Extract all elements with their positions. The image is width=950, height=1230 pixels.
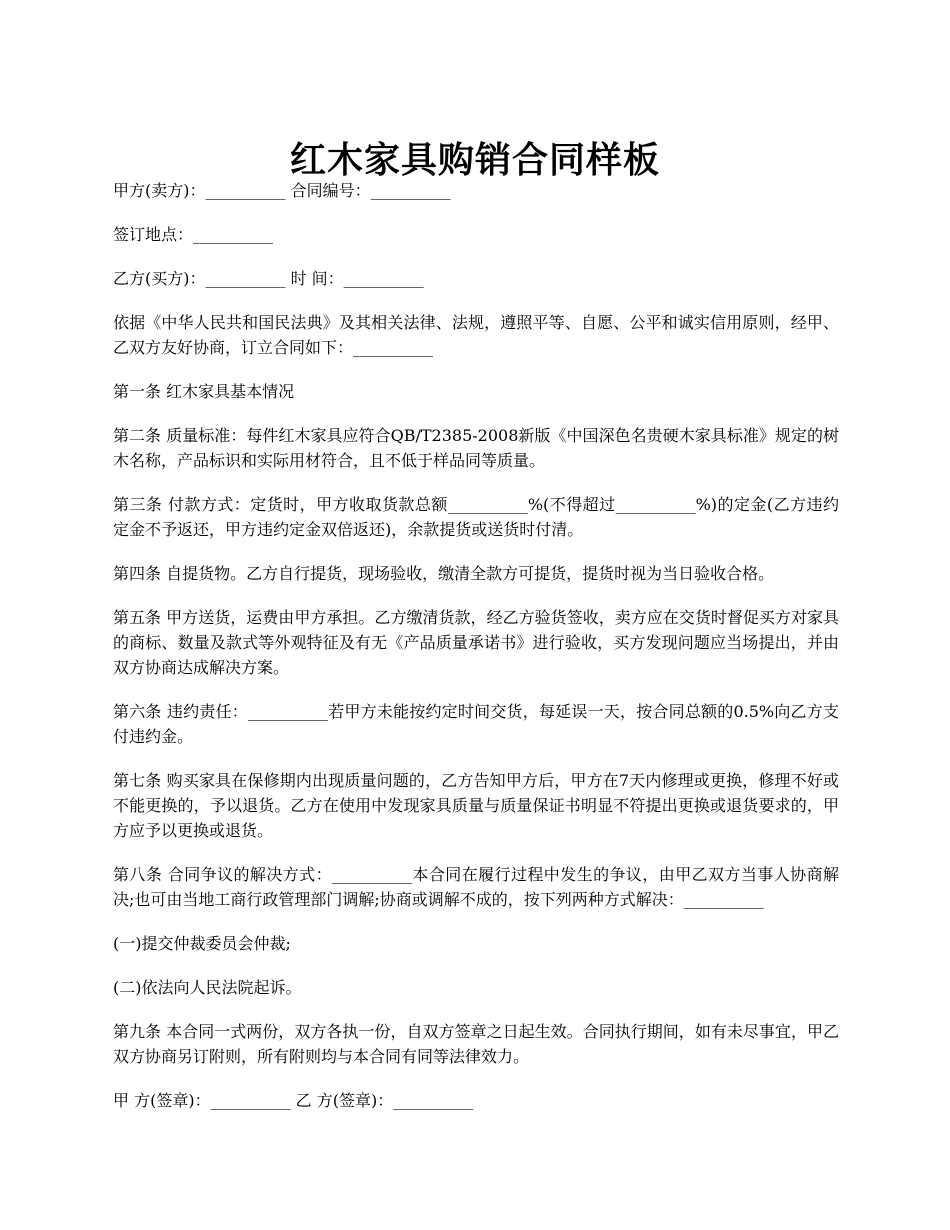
signature-line: 甲 方(签章)：__________ 乙 方(签章)：__________: [113, 1091, 474, 1110]
dispute-option-1: (一)提交仲裁委员会仲裁;: [113, 934, 291, 953]
article-1: 第一条 红木家具基本情况: [113, 382, 295, 401]
preamble-paragraph: 依据《中华人民共和国民法典》及其相关法律、法规，遵照平等、自愿、公平和诚实信用原则，经甲、乙双方友好协商，订立合同如下：__________: [113, 313, 839, 357]
article-9: 第九条 本合同一式两份，双方各执一份，自双方签章之日起生效。合同执行期间，如有未尽事宜，甲乙双方协商另订附则，所有附则均与本合同有同等法律效力。: [113, 1022, 839, 1066]
dispute-option-2: (二)依法向人民法院起诉。: [113, 978, 302, 997]
article-7: 第七条 购买家具在保修期内出现质量问题的，乙方告知甲方后，甲方在7天内修理或更换，修理不好或不能更换的，予以退货。乙方在使用中发现家具质量与质量保证书明显不符提出更换或退货要求的，甲方应予以更换或退货。: [113, 771, 839, 840]
contract-body: [113, 178, 839, 1132]
signing-place-line: 签订地点：__________: [113, 225, 274, 244]
article-4: 第四条 自提货物。乙方自行提货，现场验收，缴清全款方可提货，提货时视为当日验收合格。: [113, 564, 775, 583]
article-5: 第五条 甲方送货，运费由甲方承担。乙方缴清货款，经乙方验货签收，卖方应在交货时督促买方对家具的商标、数量及款式等外观特征及有无《产品质量承诺书》进行验收，买方发现问题应当场提出，并由双方协商达成解决方案。: [113, 608, 839, 677]
article-6: 第六条 违约责任：__________若甲方未能按约定时间交货，每延误一天，按合同总额的0.5%向乙方支付违约金。: [113, 702, 839, 746]
article-3: 第三条 付款方式：定货时，甲方收取货款总额__________%(不得超过__________%)的定金(乙方违约定金不予返还，甲方违约定金双倍返还)，余款提货或送货时付清。: [113, 495, 839, 539]
document-title: 红木家具购销合同样板: [289, 139, 660, 182]
party-b-line: 乙方(买方)：__________ 时 间：__________: [113, 269, 424, 288]
article-8: 第八条 合同争议的解决方式：__________本合同在履行过程中发生的争议，由甲乙双方当事人协商解决;也可由当地工商行政管理部门调解;协商或调解不成的，按下列两种方式解决：__________: [113, 865, 839, 909]
article-2: 第二条 质量标准：每件红木家具应符合QB/T2385-2008新版《中国深色名贵硬木家具标准》规定的树木名称，产品标识和实际用材符合，且不低于样品同等质量。: [113, 426, 839, 470]
party-a-line: 甲方(卖方)：__________ 合同编号：__________: [113, 181, 451, 200]
